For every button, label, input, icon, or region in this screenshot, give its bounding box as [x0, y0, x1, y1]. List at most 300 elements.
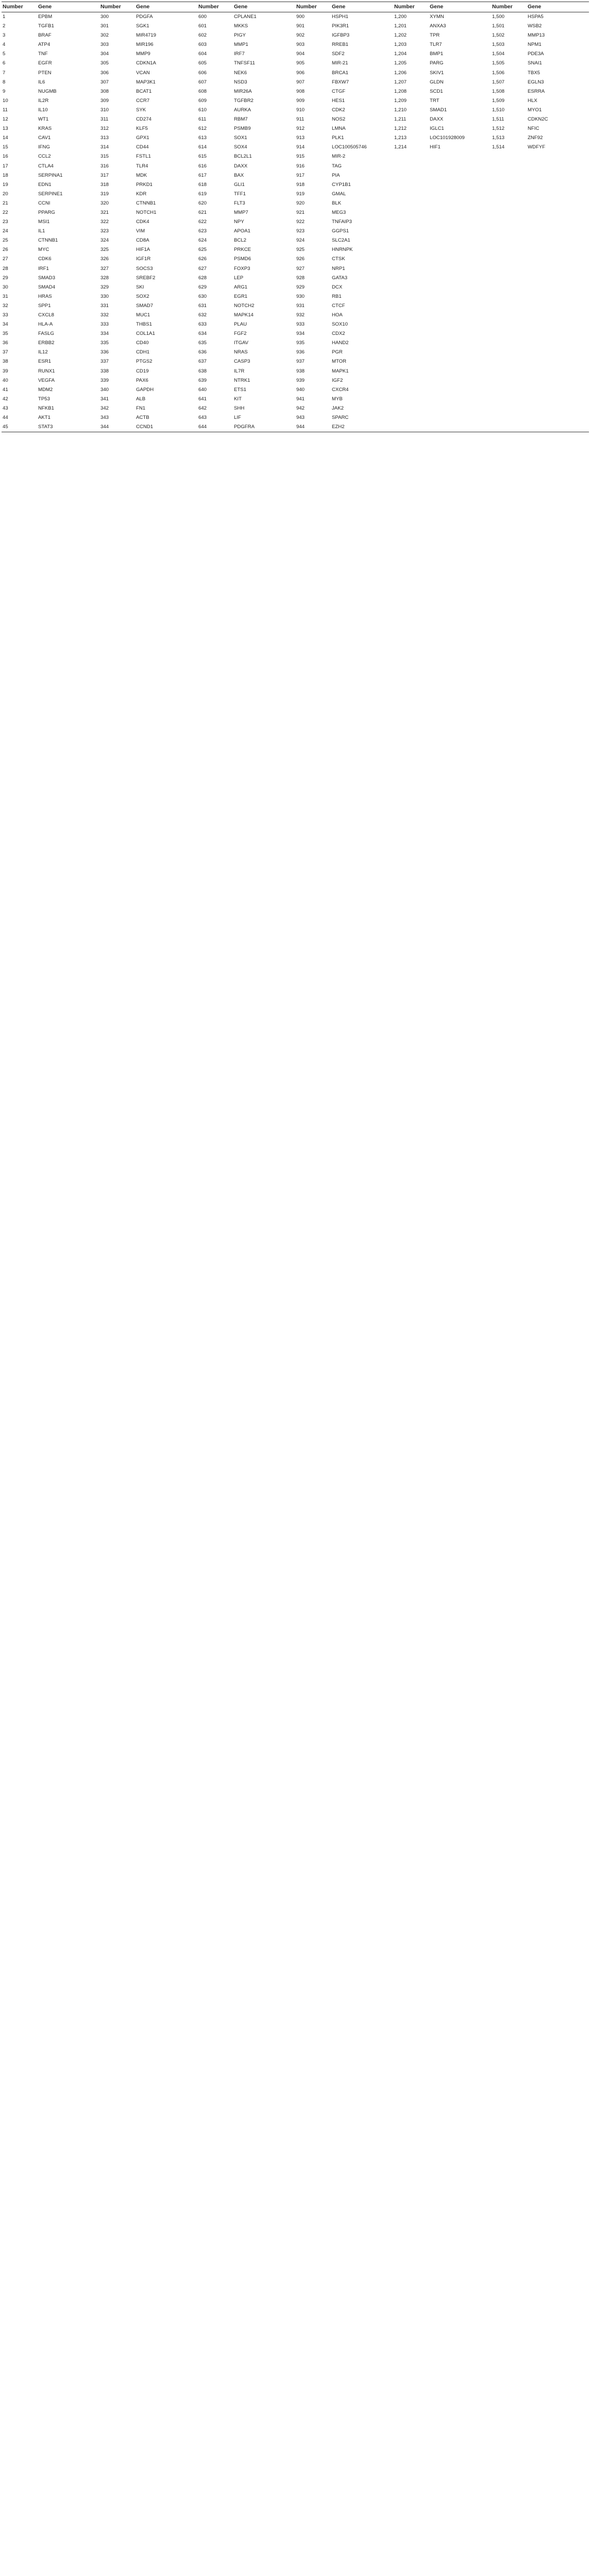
number-cell: 610 [198, 107, 207, 113]
table-row [2, 367, 589, 376]
number-cell: 628 [198, 275, 207, 281]
gene-cell: HIF1A [136, 247, 150, 253]
number-cell [393, 413, 429, 422]
column-header-gene: Gene [429, 2, 491, 12]
gene-cell [527, 217, 589, 227]
number-cell: 639 [198, 377, 207, 383]
gene-cell: IRF7 [234, 51, 245, 57]
number-cell: 30 [3, 284, 8, 290]
number-cell: 40 [3, 377, 8, 383]
number-cell: 1,203 [394, 42, 407, 48]
table-header [2, 2, 589, 12]
number-cell: 936 [296, 349, 305, 355]
gene-cell [527, 385, 589, 395]
table-row [2, 69, 589, 78]
number-cell: 914 [296, 144, 305, 150]
gene-cell: RB1 [332, 293, 342, 299]
gene-cell: CDX2 [332, 331, 345, 337]
gene-cell: MTOR [332, 359, 347, 365]
gene-cell: ARG1 [234, 284, 248, 290]
gene-cell: MMP7 [234, 209, 248, 215]
gene-cell [429, 376, 491, 385]
number-cell: 8 [3, 79, 6, 85]
gene-cell: SERPINA1 [38, 172, 63, 178]
column-header-gene: Gene [233, 2, 295, 12]
number-cell: 1,507 [492, 79, 505, 85]
table-row [2, 190, 589, 199]
gene-cell: SMAD7 [136, 302, 154, 309]
gene-cell: HSPH1 [332, 14, 348, 20]
number-cell: 631 [198, 302, 207, 309]
table-row [2, 264, 589, 274]
number-cell [491, 367, 527, 376]
number-cell: 907 [296, 79, 305, 85]
number-cell: 937 [296, 359, 305, 365]
number-cell [491, 171, 527, 180]
gene-cell: ALB [136, 396, 146, 402]
number-cell [393, 422, 429, 432]
number-cell: 637 [198, 359, 207, 365]
gene-cell: GGPS1 [332, 228, 349, 234]
number-cell [393, 274, 429, 283]
table-row [2, 376, 589, 385]
gene-cell: TGFB1 [38, 23, 54, 29]
number-cell: 624 [198, 238, 207, 244]
number-cell [393, 255, 429, 264]
number-cell: 636 [198, 349, 207, 355]
gene-cell: SLC2A1 [332, 238, 350, 244]
gene-cell: NRP1 [332, 265, 345, 272]
table-row [2, 236, 589, 245]
number-cell: 931 [296, 302, 305, 309]
number-cell: 28 [3, 265, 8, 272]
table-row [2, 171, 589, 180]
number-cell: 612 [198, 126, 207, 132]
number-cell: 305 [100, 60, 109, 66]
gene-cell: LIF [234, 415, 241, 421]
number-cell: 312 [100, 126, 109, 132]
number-cell: 32 [3, 302, 8, 309]
gene-cell: TNF [38, 51, 48, 57]
number-cell [491, 329, 527, 338]
gene-cell: MEG3 [332, 209, 346, 215]
number-cell: 601 [198, 23, 207, 29]
number-cell [393, 227, 429, 236]
number-cell [491, 245, 527, 255]
number-cell: 632 [198, 312, 207, 318]
gene-cell [429, 311, 491, 320]
table-row [2, 115, 589, 124]
gene-cell: NUGMB [38, 88, 57, 94]
gene-cell [527, 311, 589, 320]
number-cell: 1,511 [492, 116, 504, 123]
gene-cell: TRT [430, 97, 440, 104]
gene-cell: PAX6 [136, 377, 148, 383]
gene-cell: FASLG [38, 331, 54, 337]
table-row [2, 255, 589, 264]
gene-cell [527, 245, 589, 255]
number-cell: 902 [296, 32, 305, 39]
gene-cell [429, 162, 491, 171]
gene-cell: SYK [136, 107, 146, 113]
gene-cell: CDKN2C [528, 116, 548, 123]
gene-cell: GAPDH [136, 386, 154, 393]
gene-cell [527, 264, 589, 274]
table-row [2, 217, 589, 227]
number-cell: 901 [296, 23, 305, 29]
gene-cell: PDGFRA [233, 422, 295, 432]
number-cell: 1,205 [394, 60, 407, 66]
gene-cell: CTNNB1 [136, 200, 156, 206]
number-cell: 327 [100, 265, 109, 272]
number-cell: 1 [3, 14, 6, 20]
gene-cell: DAXX [430, 116, 444, 123]
table-row [2, 320, 589, 329]
number-cell: 604 [198, 51, 207, 57]
gene-cell [527, 274, 589, 283]
gene-cell: SOX4 [234, 144, 247, 150]
number-cell: 903 [296, 42, 305, 48]
gene-cell: MDM2 [38, 386, 53, 393]
number-cell: 1,214 [394, 144, 407, 150]
number-cell: 43 [3, 405, 8, 411]
number-cell: 19 [3, 181, 8, 188]
number-cell: 303 [100, 42, 109, 48]
gene-cell: BMP1 [430, 51, 444, 57]
number-cell [491, 227, 527, 236]
gene-cell: PGR [332, 349, 343, 355]
number-cell: 337 [100, 359, 109, 365]
gene-cell: THBS1 [136, 321, 152, 328]
gene-cell [527, 348, 589, 357]
gene-cell: NFIC [528, 126, 540, 132]
gene-cell: NEK6 [234, 70, 247, 76]
number-cell: 922 [296, 219, 305, 225]
gene-cell [429, 422, 491, 432]
number-cell: 310 [100, 107, 109, 113]
gene-cell [527, 357, 589, 366]
gene-cell: JAK2 [332, 405, 344, 411]
gene-cell: CDH1 [136, 349, 150, 355]
gene-cell [527, 283, 589, 292]
number-cell: 334 [100, 331, 109, 337]
column-header-number: Number [99, 2, 135, 12]
number-cell: 315 [100, 154, 109, 160]
number-cell: 336 [100, 349, 109, 355]
number-cell [393, 162, 429, 171]
gene-cell: TFF1 [234, 191, 246, 197]
column-header-number: Number [197, 2, 233, 12]
number-cell: 22 [3, 209, 8, 215]
number-cell: 900 [296, 14, 305, 20]
number-cell [491, 376, 527, 385]
number-cell: 329 [100, 284, 109, 290]
column-header-number: Number [2, 2, 37, 12]
gene-cell [429, 264, 491, 274]
gene-cell: TLR4 [136, 163, 148, 169]
gene-cell [429, 227, 491, 236]
number-cell [393, 385, 429, 395]
gene-cell [527, 404, 589, 413]
gene-cell: SGK1 [136, 23, 149, 29]
gene-cell: CDK6 [38, 256, 52, 262]
number-cell: 321 [100, 209, 109, 215]
number-cell: 324 [100, 238, 109, 244]
gene-cell: WDFYF [528, 144, 546, 150]
gene-cell [429, 413, 491, 422]
number-cell [491, 199, 527, 208]
gene-cell: BLK [332, 200, 342, 206]
number-cell [491, 152, 527, 161]
gene-cell: APOA1 [234, 228, 250, 234]
number-cell: 618 [198, 181, 207, 188]
gene-cell: SOX10 [332, 321, 348, 328]
gene-cell: TLR7 [430, 42, 442, 48]
gene-cell [429, 395, 491, 404]
number-cell: 625 [198, 247, 207, 253]
gene-cell: CTNNB1 [38, 238, 58, 244]
gene-cell: TBX5 [528, 70, 540, 76]
number-cell: 16 [3, 154, 8, 160]
number-cell: 302 [100, 32, 109, 39]
number-cell: 600 [198, 14, 207, 20]
table-row [2, 422, 589, 432]
gene-cell: PLAU [234, 321, 247, 328]
column-header-gene: Gene [135, 2, 197, 12]
table-row [2, 162, 589, 171]
gene-cell: IL1 [38, 228, 45, 234]
number-cell: 912 [296, 126, 305, 132]
number-cell: 34 [3, 321, 8, 328]
gene-cell: IL2R [38, 97, 49, 104]
gene-cell: HES1 [332, 97, 345, 104]
gene-cell: NPM1 [528, 42, 542, 48]
table-row [2, 59, 589, 68]
gene-cell: TNFSF11 [234, 60, 255, 66]
number-cell: 617 [198, 172, 207, 178]
number-cell: 926 [296, 256, 305, 262]
gene-cell: MIR-2 [332, 154, 346, 160]
gene-cell: AKT1 [38, 415, 50, 421]
number-cell: 3 [3, 32, 6, 39]
gene-cell: SOX1 [234, 135, 247, 141]
gene-cell: ATP4 [38, 42, 50, 48]
number-cell: 924 [296, 238, 305, 244]
gene-cell: SREBF2 [136, 275, 156, 281]
gene-cell: SCD1 [430, 88, 443, 94]
number-cell: 603 [198, 42, 207, 48]
gene-cell: SPP1 [38, 302, 51, 309]
gene-cell: MMP13 [528, 32, 545, 39]
gene-cell: SMAD3 [38, 275, 56, 281]
number-cell: 21 [3, 200, 8, 206]
number-cell: 1,501 [492, 23, 505, 29]
gene-cell: CD8A [136, 238, 149, 244]
number-cell: 311 [100, 116, 109, 123]
gene-cell: BCL2 [234, 238, 246, 244]
gene-cell [429, 348, 491, 357]
number-cell: 925 [296, 247, 305, 253]
number-cell: 25 [3, 238, 8, 244]
gene-cell: XYMN [430, 14, 444, 20]
number-cell: 943 [296, 415, 305, 421]
gene-cell: SKIV1 [430, 70, 444, 76]
number-cell: 318 [100, 181, 109, 188]
number-cell [393, 311, 429, 320]
number-cell: 935 [296, 340, 305, 346]
number-cell [393, 348, 429, 357]
gene-cell: SOX2 [136, 293, 149, 299]
number-cell: 300 [100, 14, 109, 20]
number-cell: 9 [3, 88, 6, 94]
number-cell: 33 [3, 312, 8, 318]
gene-cell: AURKA [234, 107, 251, 113]
number-cell: 45 [2, 422, 37, 432]
number-cell [491, 301, 527, 311]
number-cell [393, 301, 429, 311]
gene-cell: HIF1 [430, 144, 441, 150]
number-cell: 14 [3, 135, 8, 141]
number-cell: 13 [3, 126, 8, 132]
number-cell: 317 [100, 172, 109, 178]
number-cell [491, 190, 527, 199]
gene-cell: IL7R [234, 368, 245, 374]
number-cell: 325 [100, 247, 109, 253]
number-cell: 613 [198, 135, 207, 141]
number-cell [491, 404, 527, 413]
gene-cell: IGLC1 [430, 126, 444, 132]
gene-cell: NOTCH2 [234, 302, 255, 309]
number-cell: 620 [198, 200, 207, 206]
number-cell [491, 348, 527, 357]
number-cell [491, 338, 527, 348]
number-cell: 909 [296, 97, 305, 104]
gene-cell: SHH [234, 405, 245, 411]
gene-cell: IGF2 [332, 377, 343, 383]
gene-cell: SKI [136, 284, 144, 290]
number-cell: 630 [198, 293, 207, 299]
table-row [2, 413, 589, 422]
gene-cell: SPARC [332, 415, 349, 421]
gene-cell: EDN1 [38, 181, 52, 188]
gene-cell: FBXW7 [332, 79, 349, 85]
gene-cell: EPBM [38, 14, 53, 20]
number-cell: 17 [3, 163, 8, 169]
gene-cell: LOC101928009 [430, 135, 465, 141]
number-cell: 941 [296, 396, 305, 402]
gene-cell: MMP9 [136, 51, 150, 57]
number-cell: 642 [198, 405, 207, 411]
number-cell [491, 320, 527, 329]
gene-cell: DAXX [234, 163, 248, 169]
number-cell: 4 [3, 42, 6, 48]
number-cell: 643 [198, 415, 207, 421]
number-cell: 344 [99, 422, 135, 432]
number-cell: 1,212 [394, 126, 407, 132]
number-cell: 301 [100, 23, 109, 29]
number-cell: 607 [198, 79, 207, 85]
number-cell: 26 [3, 247, 8, 253]
gene-cell: FGF2 [234, 331, 247, 337]
gene-cell: HSPA5 [528, 14, 544, 20]
number-cell: 36 [3, 340, 8, 346]
number-cell [491, 180, 527, 190]
number-cell: 41 [3, 386, 8, 393]
gene-cell: PIGY [234, 32, 246, 39]
gene-cell [429, 236, 491, 245]
gene-cell: HOA [332, 312, 343, 318]
number-cell [393, 180, 429, 190]
number-cell: 635 [198, 340, 207, 346]
table-row [2, 245, 589, 255]
gene-cell: CASP3 [234, 359, 250, 365]
gene-cell: BCAT1 [136, 88, 152, 94]
gene-cell [429, 255, 491, 264]
number-cell: 919 [296, 191, 305, 197]
table-row [2, 49, 589, 59]
gene-cell: IL10 [38, 107, 48, 113]
number-cell: 27 [3, 256, 8, 262]
number-cell: 37 [3, 349, 8, 355]
number-cell: 1,210 [394, 107, 407, 113]
gene-cell: MIR26A [234, 88, 252, 94]
number-cell [491, 208, 527, 217]
gene-cell: CTCF [332, 302, 345, 309]
gene-cell: PTGS2 [136, 359, 153, 365]
number-cell [393, 320, 429, 329]
number-cell: 608 [198, 88, 207, 94]
gene-cell: EGLN3 [528, 79, 544, 85]
gene-cell: SMAD1 [430, 107, 447, 113]
number-cell: 904 [296, 51, 305, 57]
number-cell: 323 [100, 228, 109, 234]
gene-cell: CCL2 [38, 154, 51, 160]
number-cell: 1,502 [492, 32, 505, 39]
table-row [2, 199, 589, 208]
gene-cell: IFNG [38, 144, 50, 150]
gene-cell: MAPK1 [332, 368, 349, 374]
number-cell: 930 [296, 293, 305, 299]
gene-cell: NFKB1 [38, 405, 54, 411]
number-cell: 18 [3, 172, 8, 178]
number-cell: 1,510 [492, 107, 505, 113]
gene-cell: NTRK1 [234, 377, 250, 383]
number-cell: 932 [296, 312, 305, 318]
number-cell: 339 [100, 377, 109, 383]
gene-cell: CTGF [332, 88, 346, 94]
column-header-gene: Gene [37, 2, 99, 12]
gene-cell [527, 162, 589, 171]
gene-cell: SDF2 [332, 51, 345, 57]
number-cell: 319 [100, 191, 109, 197]
gene-cell: VEGFA [38, 377, 55, 383]
gene-cell: KRAS [38, 126, 52, 132]
gene-cell: ESRRA [528, 88, 545, 94]
gene-cell [527, 395, 589, 404]
number-cell: 1,503 [492, 42, 505, 48]
number-cell: 934 [296, 331, 305, 337]
gene-cell: MIR196 [136, 42, 154, 48]
gene-cell [527, 171, 589, 180]
gene-cell [527, 422, 589, 432]
table-row [2, 87, 589, 96]
gene-cell: TAG [332, 163, 342, 169]
table-row [2, 180, 589, 190]
table-row [2, 31, 589, 40]
gene-cell: PDE3A [528, 51, 544, 57]
number-cell: 614 [198, 144, 207, 150]
number-cell: 1,513 [492, 135, 505, 141]
